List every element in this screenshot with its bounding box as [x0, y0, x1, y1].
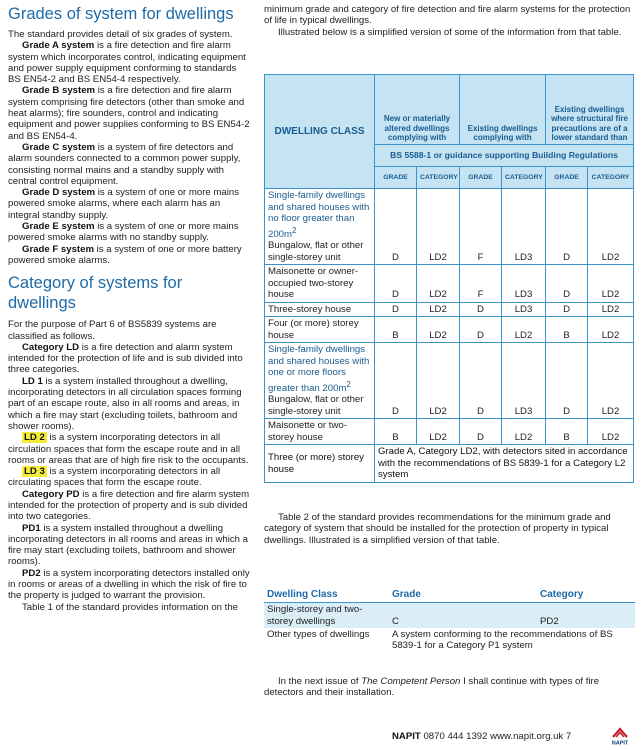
cell-value: F — [460, 189, 502, 265]
napit-logo-icon — [607, 726, 633, 746]
table1-reference: Table 1 of the standard provides information on the — [22, 601, 238, 613]
grade-c — [8, 142, 250, 187]
cell-value: D — [375, 189, 417, 265]
ld1-term: LD 1 — [22, 375, 43, 387]
right-column — [264, 4, 635, 38]
bs-5588-row: BS 5588-1 or guidance supporting Building Regulations — [375, 145, 634, 167]
cell-value: LD2 — [417, 302, 460, 317]
group-single-no-floor — [268, 190, 369, 240]
grade-e-term: Grade E system — [22, 221, 95, 233]
grade-f-term: Grade F system — [22, 243, 94, 255]
table-row — [265, 302, 634, 317]
next-issue-pre: In the next issue of — [278, 676, 362, 687]
pd1 — [8, 523, 250, 568]
row-label: Maisonette or two-storey house — [265, 419, 375, 445]
cell-value: F — [460, 265, 502, 303]
col-new-dwellings: New or materially altered dwellings complying with — [375, 75, 460, 145]
table-1-life-protection — [264, 74, 634, 483]
row-label: Three-storey house — [265, 302, 375, 317]
category-ld-term: Category LD — [22, 341, 80, 353]
cell-value: B — [546, 317, 588, 343]
grade-header: GRADE — [546, 167, 588, 189]
cell-value: D — [460, 317, 502, 343]
category-ld-text: is a fire detection and alarm system intended for the protection of life and is sub divided into three categories. — [8, 341, 243, 376]
cell-value: LD2 — [588, 265, 634, 303]
cell-value: D — [375, 265, 417, 303]
next-issue-post: I shall continue with types of fire detectors and their installation. — [264, 676, 600, 699]
cell-value: D — [546, 343, 588, 419]
cell-value: B — [375, 317, 417, 343]
left-column — [8, 4, 250, 613]
cell-value: LD2 — [588, 343, 634, 419]
row-label: Maisonette or owner-occupied two-storey house — [265, 265, 375, 303]
cell-value: LD3 — [502, 189, 546, 265]
t2-category: PD2 — [537, 603, 635, 628]
row-label: Four (or more) storey house — [265, 317, 375, 343]
pd2 — [8, 568, 250, 602]
grade-c-text: is a system of fire detectors and alarm sounders connected to a common power supply, consisting normal mains and a standby supply with central control equipment. — [8, 141, 241, 187]
t2-class: Single-storey and two-storey dwellings — [264, 603, 389, 628]
grade-header: GRADE — [375, 167, 417, 189]
table-row — [265, 317, 634, 343]
cell-value: D — [375, 302, 417, 317]
grade-b-term: Grade B system — [22, 85, 96, 97]
superscript: 2 — [292, 225, 297, 235]
cell-value: LD2 — [417, 189, 460, 265]
cell-value: LD2 — [502, 317, 546, 343]
cell-value: D — [460, 343, 502, 419]
grade-f — [8, 244, 250, 267]
next-issue-italic: The Competent Person — [361, 676, 461, 687]
ld2-text: is a system incorporating detectors in all circulation spaces that form the escape route and in all rooms or areas that are of high fire risk to the occupants. — [8, 432, 249, 466]
pd1-term: PD1 — [22, 522, 41, 534]
cell-value: D — [460, 419, 502, 445]
grade-a-text: is a fire detection and fire alarm system which incorporates control, indicating equipment and power supply equipment conforming to standards BS EN54-2 and BS EN54-4 respectively. — [8, 40, 246, 86]
continued-text: minimum grade and category of fire detection and fire alarm systems for the protection of life in typical dwellings. — [264, 4, 631, 27]
superscript: 2 — [346, 379, 351, 389]
table-row — [265, 445, 634, 483]
table-row — [264, 603, 635, 628]
cell-value: LD2 — [588, 189, 634, 265]
grade-d — [8, 187, 250, 221]
t2-class-header: Dwelling Class — [264, 588, 389, 603]
table-row — [265, 265, 634, 303]
grade-a-term: Grade A system — [22, 40, 95, 52]
napit-logo — [607, 726, 633, 746]
logo-text: NAPIT — [611, 740, 629, 746]
cell-value: LD2 — [502, 419, 546, 445]
t2-grade-header: Grade — [389, 588, 537, 603]
col-existing-dwellings: Existing dwellings complying with — [460, 75, 546, 145]
category-pd-term: Category PD — [22, 488, 80, 500]
grade-f-text: is a system of one or more battery powered smoke alarms. — [8, 243, 242, 266]
footer-brand: NAPIT — [392, 731, 421, 742]
bungalow-label: Bungalow, flat or other single-storey unit — [268, 240, 364, 263]
row-label — [265, 343, 375, 419]
cell-value: D — [546, 302, 588, 317]
category-ld — [8, 342, 250, 376]
category-header: CATEGORY — [588, 167, 634, 189]
table-row — [265, 343, 634, 419]
grade-b — [8, 85, 250, 141]
next-issue-text — [264, 676, 635, 699]
cell-value: LD3 — [502, 343, 546, 419]
cell-value: D — [546, 265, 588, 303]
t2-grade: C — [389, 603, 537, 628]
t2-merged: A system conforming to the recommendations of BS 5839-1 for a Category P1 system — [392, 628, 613, 652]
grade-d-text: is a system of one or more mains powered smoke alarms, where each alarm has an integral standby supply. — [8, 187, 240, 221]
pd2-text: is a system incorporating detectors installed only in rooms or areas of a dwelling in which the risk of fire to the property is judged to warrant the provision. — [8, 567, 250, 602]
footer-phone: 0870 444 1392 — [423, 731, 488, 742]
cell-value: D — [375, 343, 417, 419]
cell-value: LD2 — [588, 419, 634, 445]
category-header: CATEGORY — [502, 167, 546, 189]
cell-value: LD2 — [417, 419, 460, 445]
cell-value: LD3 — [502, 302, 546, 317]
table2-intro: Table 2 of the standard provides recommendations for the minimum grade and category of system that should be installed for the protection of property in typical dwellings. Illustrated is a simplified version of that table. — [264, 512, 611, 546]
footer-url: www.napit.org.uk — [490, 731, 564, 742]
cell-value: LD2 — [588, 317, 634, 343]
illustrated-text: Illustrated below is a simplified version of some of the information from that table. — [278, 26, 622, 38]
category-pd — [8, 489, 250, 523]
ld1 — [8, 376, 250, 432]
cell-value: LD2 — [417, 317, 460, 343]
grade-e-text: is a system of one or more mains powered smoke alarms with no standby supply. — [8, 221, 239, 244]
table2-intro-block — [264, 512, 635, 546]
grades-intro: The standard provides detail of six grades of system. — [8, 29, 233, 40]
grade-d-term: Grade D system — [22, 187, 96, 199]
heading-categories: Category of systems for dwellings — [8, 274, 183, 313]
next-issue-block — [264, 676, 635, 699]
ld3-text: is a system incorporating detectors in all circulating spaces that form the escape route. — [8, 466, 221, 489]
ld3-term-highlight: LD 3 — [24, 466, 45, 478]
bungalow-label: Bungalow, flat or other single-storey unit — [268, 394, 364, 417]
table-row — [265, 419, 634, 445]
cell-value: D — [460, 302, 502, 317]
pd2-term: PD2 — [22, 567, 41, 579]
ld2-term-highlight: LD 2 — [24, 432, 45, 444]
cell-value: B — [546, 419, 588, 445]
dwelling-class-header: DWELLING CLASS — [265, 75, 375, 189]
ld2 — [8, 432, 250, 466]
merged-cell: Grade A, Category LD2, with detectors sited in accordance with the recommendations of BS 5839-1 for a Category L2 system — [375, 445, 634, 483]
heading-grades: Grades of system for dwellings — [8, 5, 234, 23]
cell-value: D — [546, 189, 588, 265]
cell-value: B — [375, 419, 417, 445]
t2-category-header: Category — [537, 588, 635, 603]
cell-value: LD3 — [502, 265, 546, 303]
categories-intro: For the purpose of Part 6 of BS5839 systems are classified as follows. — [8, 319, 217, 342]
ld1-text: is a system installed throughout a dwelling, incorporating detectors in all circulation spaces forming part of an escape route, also in all rooms and areas, in which a fire may start (excluding toilets, bathroom and shower rooms). — [8, 375, 242, 432]
row-label: Three (or more) storey house — [265, 445, 375, 483]
group-single-with-floor-text: Single-family dwellings and shared houses with one or more floors greater than 200m — [268, 344, 370, 394]
t2-class: Other types of dwellings — [267, 628, 370, 640]
page-footer — [392, 731, 632, 742]
grade-c-term: Grade C system — [22, 141, 96, 153]
grade-b-text: is a fire detection and fire alarm system comprising fire detectors (other than smoke and heat alarms); fire sounders, control and indicating equipment and power supplies conforming to BS EN54-2 and BS EN54-4. — [8, 85, 250, 142]
row-label — [265, 189, 375, 265]
group-single-no-floor-text: Single-family dwellings and shared houses with no floor greater than 200m — [268, 190, 370, 240]
table-row — [265, 189, 634, 265]
cell-value: LD2 — [417, 343, 460, 419]
grade-a — [8, 40, 250, 85]
cell-value: LD2 — [588, 302, 634, 317]
group-single-with-floor — [268, 344, 369, 394]
grade-e — [8, 221, 250, 244]
category-pd-text: is a fire detection and fire alarm system intended for the protection of property and is sub divided into two categories. — [8, 488, 250, 523]
page-number: 7 — [565, 731, 572, 742]
pd1-text: is a system installed throughout a dwelling incorporating detectors in all rooms and areas in which a fire may start (excluding toilets, bathroom and shower rooms). — [8, 522, 248, 568]
cell-value: LD2 — [417, 265, 460, 303]
col-existing-structural: Existing dwellings where structural fire precautions are of a lower standard than — [546, 75, 634, 145]
ld3 — [8, 466, 250, 489]
grade-header: GRADE — [460, 167, 502, 189]
table-row — [264, 628, 635, 653]
table-2-property-protection — [264, 588, 635, 652]
category-header: CATEGORY — [417, 167, 460, 189]
